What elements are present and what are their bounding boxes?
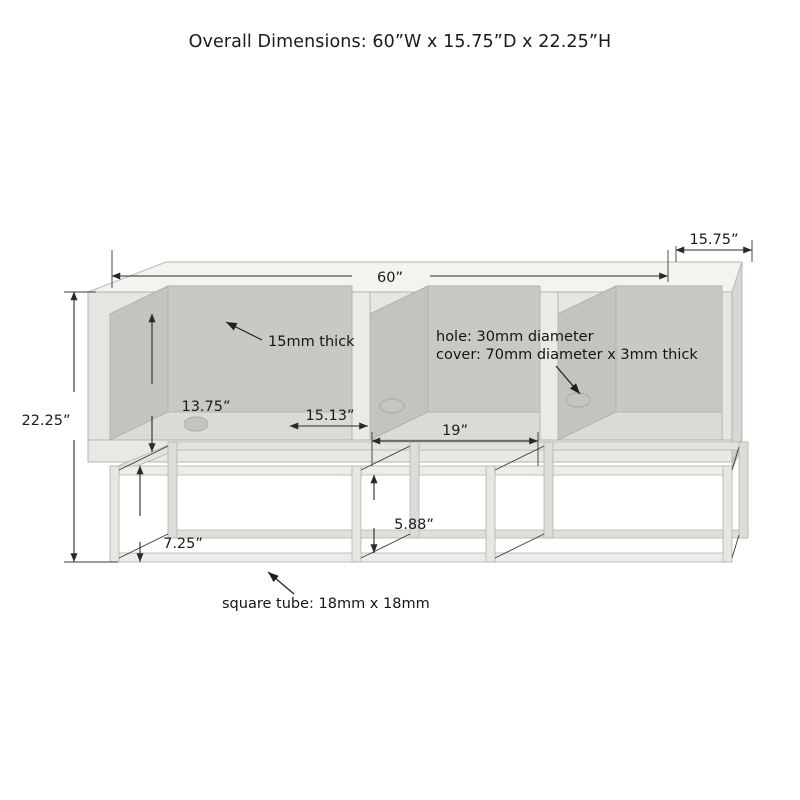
dimension-depth-1575: [676, 232, 752, 262]
dimension-rail-height-588: [374, 475, 434, 553]
compartment-right: [558, 286, 722, 440]
compartment-center: [370, 286, 540, 440]
note-square-tube: [222, 572, 430, 612]
dimension-label-interior-height: 13.75”: [181, 399, 231, 415]
dimension-label-width: 60”: [377, 270, 403, 286]
dimension-label-center-inner: 15.13”: [305, 408, 355, 424]
cord-hole-cover-center: [380, 399, 404, 413]
divider-panel-left: [352, 292, 370, 462]
cord-hole-cover-right: [566, 393, 590, 407]
cord-hole-cover-left: [184, 417, 208, 431]
dimension-label-rail-height: 5.88”: [394, 517, 434, 533]
note-label-panel-thickness: 15mm thick: [268, 334, 355, 350]
page-title: Overall Dimensions: 60”W x 15.75”D x 22.25”H: [188, 32, 612, 52]
dimension-label-center-outer: 19”: [442, 423, 468, 439]
dimension-label-base-height: 7.25”: [163, 536, 203, 552]
note-label-hole-diameter: hole: 30mm diameter: [436, 329, 594, 345]
note-label-square-tube: square tube: 18mm x 18mm: [222, 596, 430, 612]
note-label-cover-spec: cover: 70mm diameter x 3mm thick: [436, 347, 698, 363]
dimension-label-depth: 15.75”: [689, 232, 739, 248]
divider-panel-right: [540, 292, 558, 462]
cabinet-right-side: [732, 262, 742, 462]
dimension-label-height: 22.25”: [21, 413, 71, 429]
